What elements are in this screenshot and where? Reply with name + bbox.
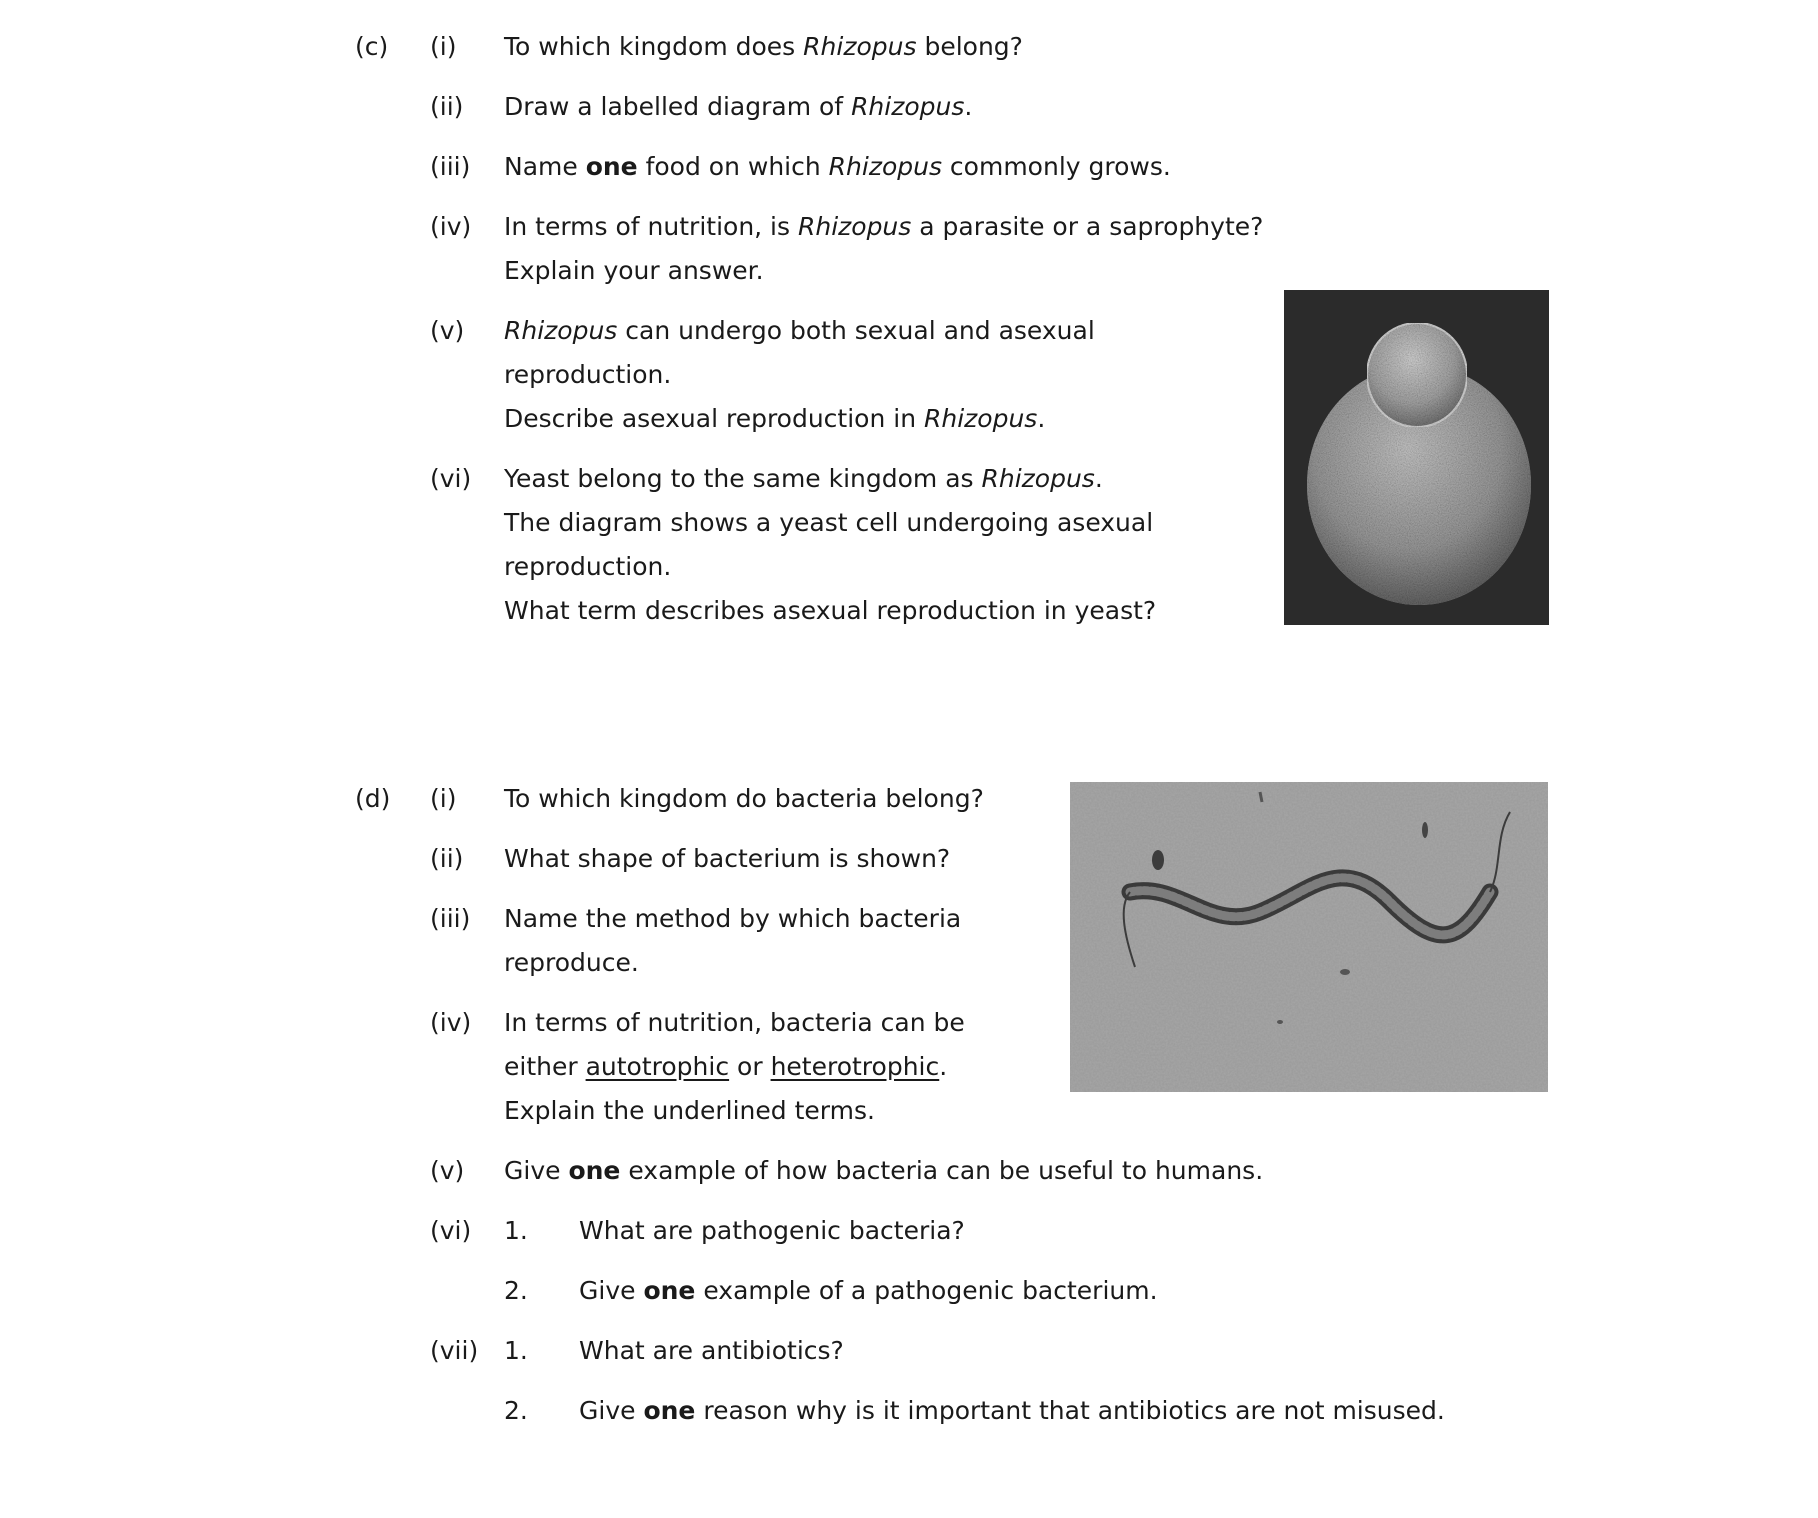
d-vii-label: (vii) [430, 1336, 479, 1365]
d-vi-2-num: 2. [504, 1276, 528, 1305]
bacteria-bg-texture [1070, 782, 1548, 1092]
d-vii-2-question: Give one reason why is it important that antibiotics are not misused. [579, 1396, 1445, 1425]
c-ii-question: Draw a labelled diagram of Rhizopus. [504, 92, 973, 121]
d-vi-1-num: 1. [504, 1216, 528, 1245]
spiral-bacterium-micrograph [1070, 782, 1548, 1092]
debris-2 [1152, 850, 1164, 870]
c-v-question-line3: Describe asexual reproduction in Rhizopus. [504, 404, 1046, 433]
c-iv-question-line2: Explain your answer. [504, 256, 764, 285]
c-vi-question: Yeast belong to the same kingdom as Rhizopus. [504, 464, 1103, 493]
d-vi-label: (vi) [430, 1216, 472, 1245]
debris-3 [1422, 822, 1428, 838]
d-vii-1-num: 1. [504, 1336, 528, 1365]
d-vi-1-question: What are pathogenic bacteria? [579, 1216, 965, 1245]
d-iii-label: (iii) [430, 904, 471, 933]
d-vii-1-question: What are antibiotics? [579, 1336, 844, 1365]
c-vi-question-line4: What term describes asexual reproduction in yeast? [504, 596, 1157, 625]
d-iv-question-line2: either autotrophic or heterotrophic. [504, 1052, 948, 1081]
debris-4 [1340, 969, 1350, 975]
c-vi-question-line2: The diagram shows a yeast cell undergoing asexual [504, 508, 1154, 537]
yeast-budding-micrograph [1284, 290, 1549, 625]
c-i-question: To which kingdom does Rhizopus belong? [504, 32, 1023, 61]
c-ii-label: (ii) [430, 92, 464, 121]
c-v-question: Rhizopus can undergo both sexual and asexual [504, 316, 1095, 345]
c-vi-question-line3: reproduction. [504, 552, 672, 581]
d-i-label: (i) [430, 784, 457, 813]
d-i-question: To which kingdom do bacteria belong? [504, 784, 984, 813]
debris-1 [1260, 792, 1262, 802]
d-v-question: Give one example of how bacteria can be useful to humans. [504, 1156, 1264, 1185]
d-vii-2-num: 2. [504, 1396, 528, 1425]
c-iii-question: Name one food on which Rhizopus commonly grows. [504, 152, 1171, 181]
c-v-label: (v) [430, 316, 465, 345]
d-iii-question: Name the method by which bacteria [504, 904, 962, 933]
c-i-label: (i) [430, 32, 457, 61]
c-vi-label: (vi) [430, 464, 472, 493]
d-v-label: (v) [430, 1156, 465, 1185]
yeast-bud [1367, 323, 1467, 427]
d-iv-label: (iv) [430, 1008, 472, 1037]
part-c-label: (c) [355, 32, 389, 61]
c-iii-label: (iii) [430, 152, 471, 181]
d-vi-2-question: Give one example of a pathogenic bacterium. [579, 1276, 1158, 1305]
c-iv-question: In terms of nutrition, is Rhizopus a parasite or a saprophyte? [504, 212, 1264, 241]
debris-5 [1277, 1020, 1283, 1024]
c-v-question-line2: reproduction. [504, 360, 672, 389]
part-d-label: (d) [355, 784, 391, 813]
d-iv-question: In terms of nutrition, bacteria can be [504, 1008, 965, 1037]
c-iv-label: (iv) [430, 212, 472, 241]
d-iv-question-line3: Explain the underlined terms. [504, 1096, 875, 1125]
d-iii-question-line2: reproduce. [504, 948, 639, 977]
d-ii-label: (ii) [430, 844, 464, 873]
d-ii-question: What shape of bacterium is shown? [504, 844, 951, 873]
